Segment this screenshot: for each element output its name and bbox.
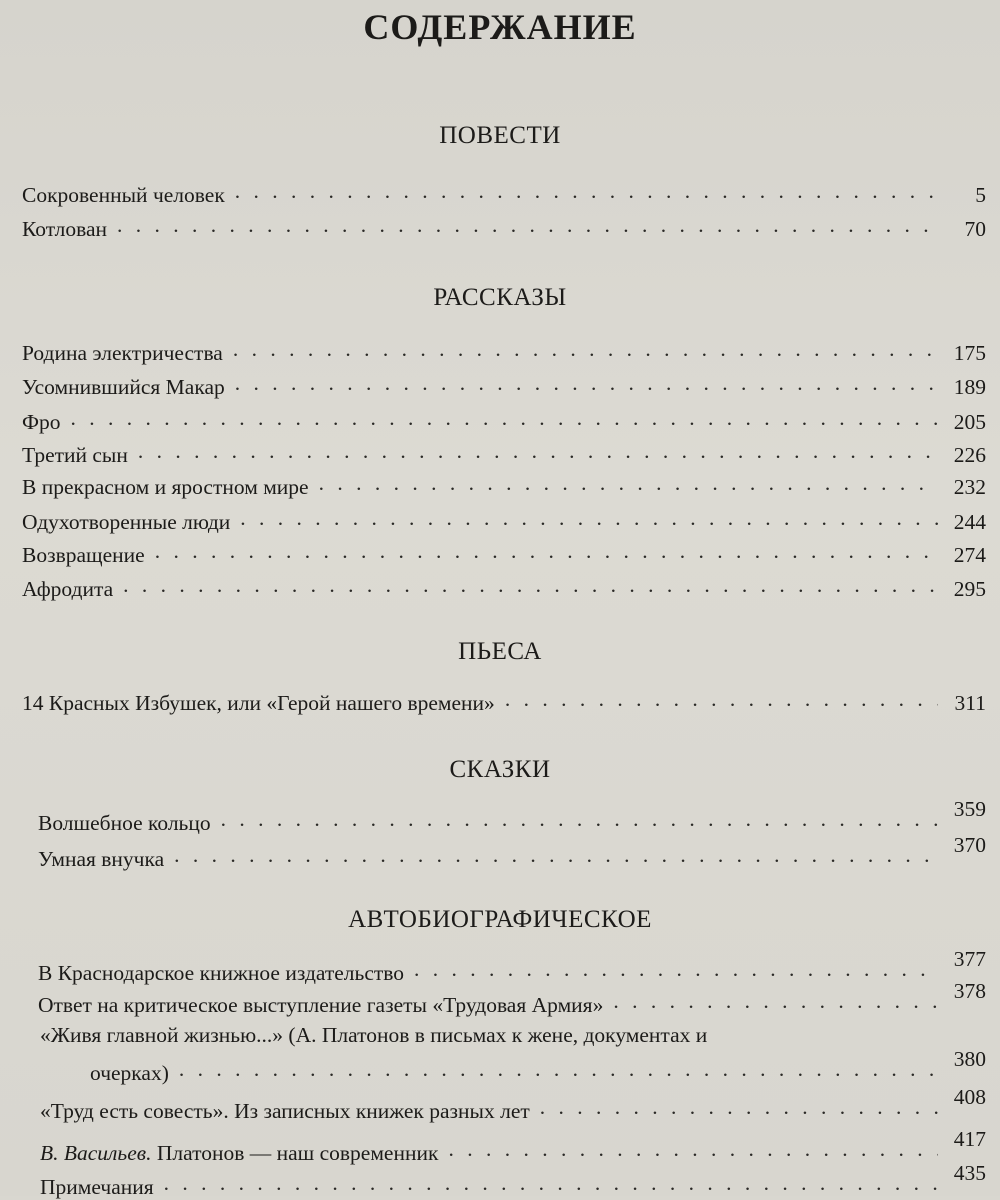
dot-leader xyxy=(235,178,938,204)
toc-entry-title: Фро xyxy=(22,410,61,434)
toc-entry[interactable] xyxy=(22,405,986,435)
dot-leader xyxy=(240,505,938,531)
toc-entry[interactable] xyxy=(38,833,986,872)
dot-leader xyxy=(138,438,938,464)
toc-entry-title: 14 Красных Избушек, или «Герой нашего времени» xyxy=(22,691,495,715)
toc-entry[interactable] xyxy=(22,470,986,500)
dot-leader xyxy=(414,956,938,982)
toc-entry-title-text: Платонов — наш современник xyxy=(151,1141,439,1165)
toc-entry-page: 232 xyxy=(953,475,986,499)
section-heading-piesa: ПЬЕСА xyxy=(458,638,542,665)
section-heading-rasskazy: РАССКАЗЫ xyxy=(433,284,567,311)
toc-entry-page: 378 xyxy=(953,979,986,1003)
toc-entry[interactable] xyxy=(40,1085,986,1124)
dot-leader xyxy=(117,212,938,238)
dot-leader xyxy=(319,470,938,496)
toc-entry-page: 244 xyxy=(953,510,986,534)
dot-leader xyxy=(540,1094,938,1120)
toc-entry-title: Котлован xyxy=(22,217,107,241)
toc-entry[interactable] xyxy=(38,797,986,836)
toc-entry-title: Ответ на критическое выступление газеты «Трудовая Армия» xyxy=(38,993,604,1017)
toc-entry[interactable] xyxy=(22,572,986,602)
dot-leader xyxy=(155,538,938,564)
toc-entry-title: Сокровенный человек xyxy=(22,183,225,207)
toc-entry-page: 295 xyxy=(953,577,986,601)
toc-entry-title: «Труд есть совесть». Из записных книжек разных лет xyxy=(40,1099,530,1123)
toc-entry-title: В прекрасном и яростном мире xyxy=(22,475,309,499)
toc-entry-page: 435 xyxy=(953,1161,986,1185)
toc-entry-title-line1[interactable]: «Живя главной жизнью...» (А. Платонов в письмах к жене, документах и xyxy=(40,1023,708,1047)
toc-entry-title: Афродита xyxy=(22,577,114,601)
toc-entry-page: 417 xyxy=(953,1127,986,1151)
dot-leader xyxy=(174,842,938,868)
toc-entry-page: 380 xyxy=(953,1047,986,1071)
toc-entry-title xyxy=(40,1140,438,1166)
toc-entry-page: 359 xyxy=(953,797,986,821)
toc-entry-page: 311 xyxy=(954,691,986,715)
dot-leader xyxy=(505,686,938,712)
toc-entry[interactable] xyxy=(40,1127,986,1166)
dot-leader xyxy=(71,405,939,431)
toc-entry-title: Примечания xyxy=(40,1175,154,1199)
toc-entry-page: 205 xyxy=(953,410,986,434)
dot-leader xyxy=(235,370,938,396)
dot-leader xyxy=(233,336,938,362)
dot-leader xyxy=(164,1170,938,1196)
toc-entry[interactable] xyxy=(22,336,986,366)
toc-entry-title: Возвращение xyxy=(22,543,145,567)
dot-leader xyxy=(179,1056,938,1082)
toc-entry[interactable] xyxy=(38,947,986,986)
toc-entry[interactable] xyxy=(22,178,986,208)
toc-entry[interactable] xyxy=(38,979,986,1018)
toc-entry-title: Родина электричества xyxy=(22,341,223,365)
page-title: СОДЕРЖАНИЕ xyxy=(363,7,637,47)
toc-entry-title: В Краснодарское книжное издательство xyxy=(38,961,405,985)
toc-entry-page: 370 xyxy=(953,833,986,857)
dot-leader xyxy=(613,988,938,1014)
dot-leader xyxy=(123,572,938,598)
toc-entry-title-cont: очерках) xyxy=(90,1061,169,1085)
toc-entry[interactable] xyxy=(22,538,986,568)
section-heading-skazki: СКАЗКИ xyxy=(449,756,551,783)
dot-leader xyxy=(221,806,938,832)
dot-leader xyxy=(448,1136,938,1162)
toc-entry-page: 408 xyxy=(953,1085,986,1109)
toc-entry[interactable] xyxy=(22,370,986,400)
toc-entry-page: 70 xyxy=(964,217,986,241)
toc-entry[interactable] xyxy=(90,1047,986,1086)
toc-entry[interactable] xyxy=(22,505,986,535)
toc-entry-page: 226 xyxy=(953,443,986,467)
toc-entry[interactable] xyxy=(22,438,986,468)
section-heading-povesti: ПОВЕСТИ xyxy=(439,122,561,149)
section-heading-avtobio: АВТОБИОГРАФИЧЕСКОЕ xyxy=(348,906,652,933)
toc-entry-title: Волшебное кольцо xyxy=(38,811,211,835)
toc-entry-page: 377 xyxy=(953,947,986,971)
toc-entry-title: Умная внучка xyxy=(38,847,165,871)
toc-entry-title: Одухотворенные люди xyxy=(22,510,231,534)
toc-entry-author: В. Васильев. xyxy=(40,1141,152,1165)
toc-entry-page: 175 xyxy=(953,341,986,365)
toc-entry-page: 5 xyxy=(975,183,986,207)
toc-entry[interactable] xyxy=(22,686,986,716)
toc-entry-page: 189 xyxy=(953,375,986,399)
toc-entry[interactable] xyxy=(22,212,986,242)
toc-entry-page: 274 xyxy=(953,543,986,567)
toc-entry-title: Усомнившийся Макар xyxy=(22,375,225,399)
toc-entry-title: Третий сын xyxy=(22,443,128,467)
